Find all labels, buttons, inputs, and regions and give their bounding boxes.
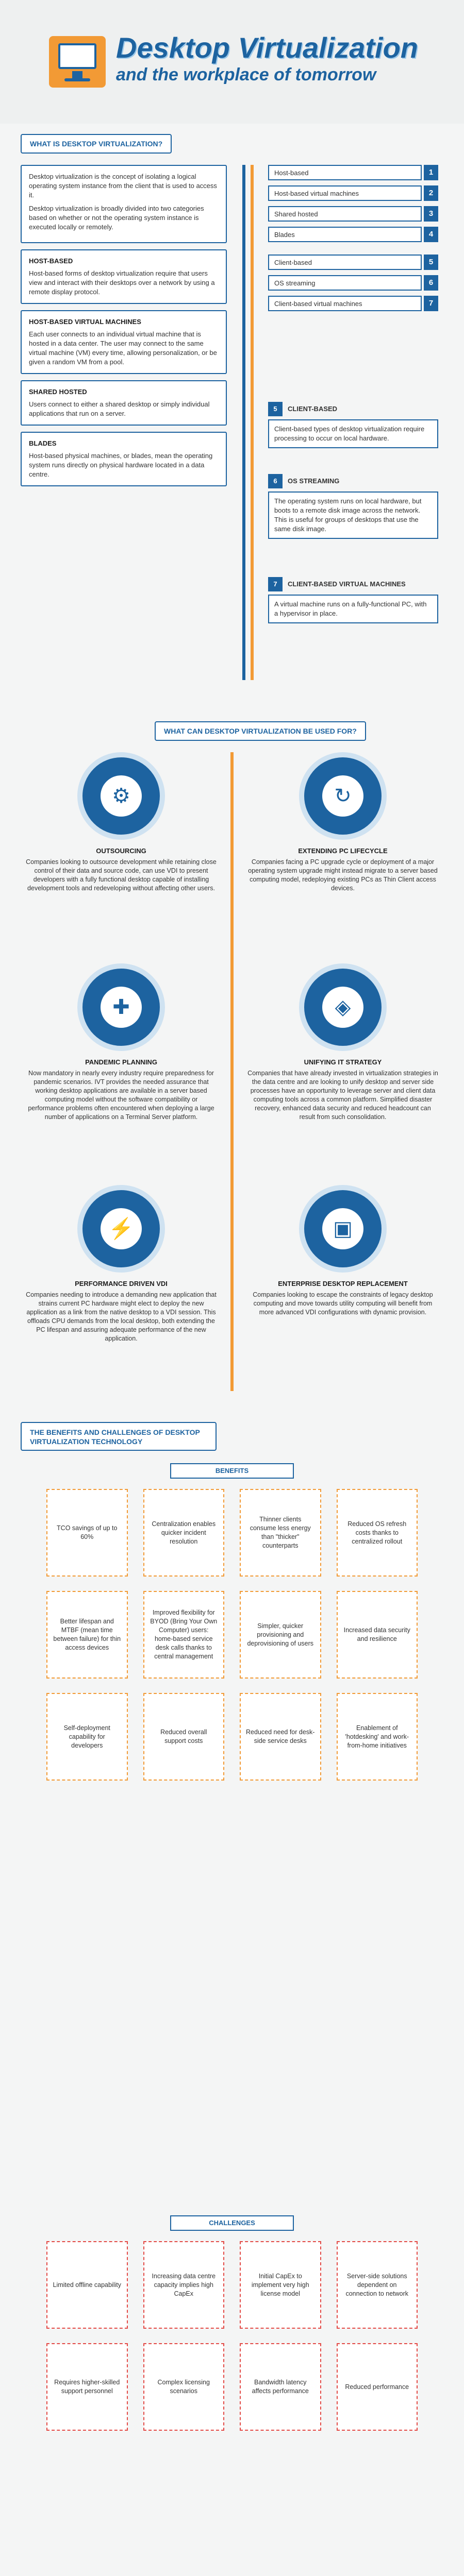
list-number: 5 <box>424 255 438 270</box>
client-heading: CLIENT-BASED VIRTUAL MACHINES <box>288 580 406 588</box>
challenges-grid <box>46 2241 418 2431</box>
use-item <box>26 752 217 893</box>
replacement-icon: ▣ <box>299 1185 387 1273</box>
benefit-item: Reduced need for desk-side service desks <box>240 1693 321 1781</box>
type-card <box>21 380 227 426</box>
type-text: Host-based forms of desktop virtualization require that users view and interact with their desktops over a network by using a remote display protocol. <box>29 269 215 296</box>
types-column <box>21 165 227 493</box>
section-title: THE BENEFITS AND CHALLENGES OF DESKTOP VIRTUALIZATION TECHNOLOGY <box>21 1422 217 1451</box>
type-heading: HOST-BASED VIRTUAL MACHINES <box>29 318 141 326</box>
use-item <box>247 1185 438 1317</box>
benefits-grid <box>46 1489 418 1781</box>
benefit-item: Thinner clients consume less energy than "thicker" counterparts <box>240 1489 321 1577</box>
client-text: Client-based types of desktop virtualization require processing to occur on local hardware. <box>268 419 438 448</box>
type-text: Users connect to either a shared desktop or simply individual applications that run on a server. <box>29 400 210 417</box>
title-block <box>49 31 419 93</box>
benefits-challenges-section <box>0 1422 464 2576</box>
list-number: 3 <box>424 206 438 222</box>
benefit-item: Simpler, quicker provisioning and deprovisioning of users <box>240 1591 321 1679</box>
challenge-item: Increasing data centre capacity implies high CapEx <box>143 2241 225 2329</box>
intro-text: Desktop virtualization is broadly divided into two categories based on whether or not the operating system instance is executed locally or remotely. <box>29 205 204 231</box>
section-title: WHAT CAN DESKTOP VIRTUALIZATION BE USED FOR? <box>155 721 366 741</box>
benefit-item: Self-deployment capability for developers <box>46 1693 128 1781</box>
list-number: 2 <box>424 185 438 201</box>
benefit-item: Reduced OS refresh costs thanks to centralized rollout <box>337 1489 418 1577</box>
list-item <box>268 255 438 270</box>
pc-lifecycle-icon: ↻ <box>299 752 387 840</box>
client-text: A virtual machine runs on a fully-functional PC, with a hypervisor in place. <box>268 595 438 623</box>
benefit-item: Increased data security and resilience <box>337 1591 418 1679</box>
use-item <box>26 1185 217 1343</box>
use-text: Companies looking to outsource development while retaining close control of their data and source code, can use VDI to present developers with a fully functional desktop capable of installing development tools and redeveloping without affecting other users. <box>26 858 217 892</box>
use-heading: PANDEMIC PLANNING <box>85 1058 157 1066</box>
types-list <box>268 165 438 316</box>
type-heading: HOST-BASED <box>29 257 73 265</box>
list-item <box>268 165 438 180</box>
list-label: Host-based <box>268 165 422 180</box>
pandemic-icon: ✚ <box>77 963 165 1051</box>
page-title: Desktop Virtualization <box>116 31 419 64</box>
page-subtitle: and the workplace of tomorrow <box>116 65 376 84</box>
rail <box>230 752 234 1391</box>
use-text: Companies that have already invested in virtualization strategies in the data centre and are looking to unify desktop and server side processes have an opportunity to leverage server and client data computing tools across a common platform. Simplified disaster recovery, enhanced data security and reduced headcount can result from such consolidation. <box>247 1070 438 1121</box>
client-number: 6 <box>268 474 283 488</box>
list-number: 4 <box>424 227 438 242</box>
list-label: OS streaming <box>268 275 422 291</box>
performance-icon: ⚡ <box>77 1185 165 1273</box>
list-item <box>268 227 438 242</box>
challenge-item: Server-side solutions dependent on connection to network <box>337 2241 418 2329</box>
use-text: Companies facing a PC upgrade cycle or deployment of a major operating system upgrade might instead migrate to a server based computing model, redeploying existing PCs as Thin Client access devices. <box>248 858 438 892</box>
benefit-item: Improved flexibility for BYOD (Bring Your Own Computer) users: home-based service desk calls thanks to central management <box>143 1591 225 1679</box>
challenge-item: Bandwidth latency affects performance <box>240 2343 321 2431</box>
list-number: 6 <box>424 275 438 291</box>
list-number: 7 <box>424 296 438 311</box>
client-number: 5 <box>268 402 283 416</box>
list-label: Host-based virtual machines <box>268 185 422 201</box>
header <box>0 0 464 124</box>
client-heading: CLIENT-BASED <box>288 405 338 413</box>
type-card <box>21 249 227 304</box>
use-text: Companies needing to introduce a demanding new application that strains current PC hardware might elect to deploy the new application as a link from the native desktop to a VDI session. This offloads CPU demands from the local desktop, both extending the PC lifespan and assuring adequate performance of the new application. <box>26 1291 217 1342</box>
list-number: 1 <box>424 165 438 180</box>
type-text: Each user connects to an individual virtual machine that is hosted in a data center. The user may connect to the same virtual machine (VM) every time, allowing personalization, or be given a random VM from a pool. <box>29 330 217 366</box>
client-heading: OS STREAMING <box>288 477 340 485</box>
type-heading: BLADES <box>29 439 57 447</box>
use-heading: OUTSOURCING <box>96 847 146 855</box>
list-label: Client-based <box>268 255 422 270</box>
type-card <box>21 432 227 486</box>
list-label: Blades <box>268 227 422 242</box>
challenge-item: Requires higher-skilled support personnel <box>46 2343 128 2431</box>
benefit-item: Enablement of 'hotdesking' and work-from-home initiatives <box>337 1693 418 1781</box>
benefit-item: Centralization enables quicker incident resolution <box>143 1489 225 1577</box>
challenge-item: Initial CapEx to implement very high license model <box>240 2241 321 2329</box>
benefits-heading: BENEFITS <box>170 1463 294 1479</box>
type-card <box>21 310 227 374</box>
what-is-section <box>0 134 464 711</box>
list-item <box>268 185 438 201</box>
benefit-item: TCO savings of up to 60% <box>46 1489 128 1577</box>
challenge-item: Complex licensing scenarios <box>143 2343 225 2431</box>
benefit-item: Better lifespan and MTBF (mean time between failure) for thin access devices <box>46 1591 128 1679</box>
use-heading: PERFORMANCE DRIVEN VDI <box>75 1280 168 1287</box>
use-item <box>247 752 438 893</box>
client-card <box>268 577 438 623</box>
use-item <box>247 963 438 1122</box>
use-text: Now mandatory in nearly every industry require preparedness for pandemic scenarios. IVT provides the needed assurance that working desktop applications are available in a server based computing model without the software compatibility or performance problems often encountered when deploying a large number of applications on a Terminal Server platform. <box>28 1070 214 1121</box>
use-heading: UNIFYING IT STRATEGY <box>304 1058 382 1066</box>
client-card <box>268 474 438 539</box>
use-heading: ENTERPRISE DESKTOP REPLACEMENT <box>278 1280 408 1287</box>
intro-card <box>21 165 227 243</box>
list-item <box>268 206 438 222</box>
intro-text: Desktop virtualization is the concept of isolating a logical operating system instance from the client that is used to access it. <box>29 173 217 199</box>
list-label: Client-based virtual machines <box>268 296 422 311</box>
challenges-heading: CHALLENGES <box>170 2215 294 2231</box>
client-card <box>268 402 438 448</box>
type-text: Host-based physical machines, or blades, mean the operating system runs directly on physical hardware located in a data centre. <box>29 452 213 478</box>
type-heading: SHARED HOSTED <box>29 388 87 396</box>
list-item <box>268 275 438 291</box>
challenge-item: Limited offline capability <box>46 2241 128 2329</box>
use-text: Companies looking to escape the constraints of legacy desktop computing and move towards utility computing will benefit from more advanced VDI configurations with dynamic provision. <box>253 1291 433 1316</box>
challenge-item: Reduced performance <box>337 2343 418 2431</box>
benefit-item: Reduced overall support costs <box>143 1693 225 1781</box>
client-text: The operating system runs on local hardware, but boots to a remote disk image across the network. This is useful for groups of desktops that use the same disk image. <box>268 492 438 539</box>
client-number: 7 <box>268 577 283 591</box>
use-heading: EXTENDING PC LIFECYCLE <box>298 847 388 855</box>
it-strategy-icon: ◈ <box>299 963 387 1051</box>
rail <box>242 165 245 680</box>
outsourcing-icon: ⚙ <box>77 752 165 840</box>
list-item <box>268 296 438 311</box>
uses-section <box>0 721 464 1412</box>
use-item <box>26 963 217 1122</box>
section-title: WHAT IS DESKTOP VIRTUALIZATION? <box>21 134 172 154</box>
list-label: Shared hosted <box>268 206 422 222</box>
rail <box>251 165 254 680</box>
monitor-icon <box>49 36 106 88</box>
